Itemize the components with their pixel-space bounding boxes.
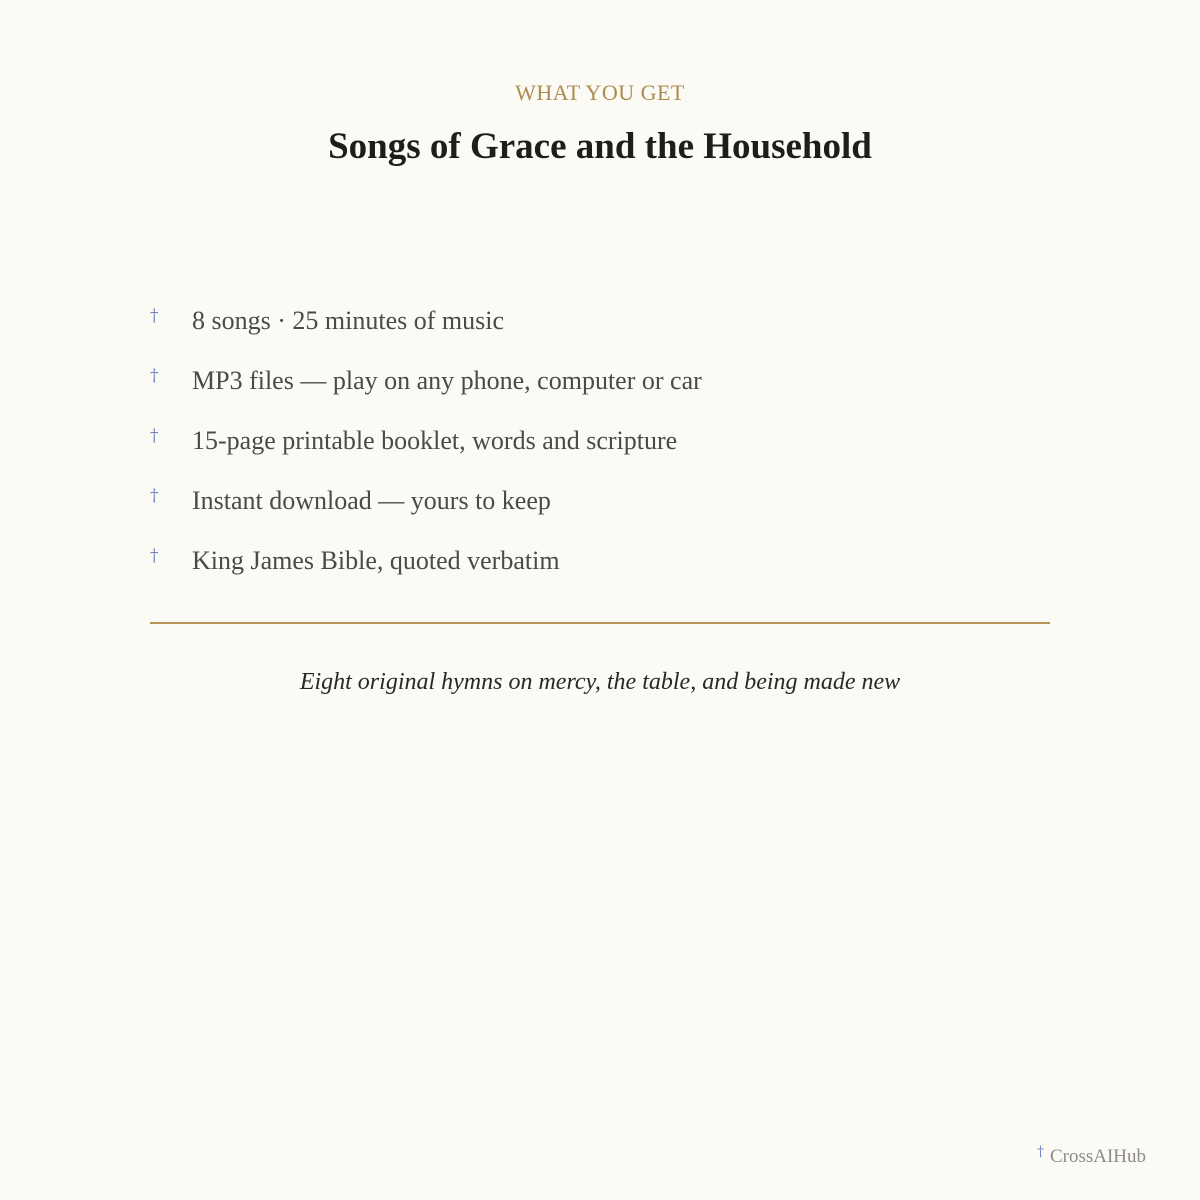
feature-text: MP3 files — play on any phone, computer or car xyxy=(192,366,702,395)
feature-item xyxy=(150,480,1050,540)
feature-text: 15-page printable booklet, words and scripture xyxy=(192,426,678,455)
cross-icon: † xyxy=(150,366,159,386)
cross-icon: † xyxy=(150,486,159,506)
brand-mark xyxy=(1037,1146,1146,1168)
feature-item xyxy=(150,540,1050,600)
feature-item xyxy=(150,360,1050,420)
brand-name: CrossAIHub xyxy=(1049,1146,1146,1167)
feature-text: 8 songs · 25 minutes of music xyxy=(192,306,504,335)
feature-text: King James Bible, quoted verbatim xyxy=(192,546,560,575)
feature-item xyxy=(150,300,1050,360)
tagline: Eight original hymns on mercy, the table, and being made new xyxy=(299,669,901,695)
section-eyebrow: WHAT YOU GET xyxy=(515,80,685,105)
cross-icon: † xyxy=(150,426,159,446)
feature-item xyxy=(150,420,1050,480)
divider xyxy=(150,622,1050,624)
cross-icon: † xyxy=(1036,1144,1044,1160)
feature-text: Instant download — yours to keep xyxy=(192,486,551,515)
feature-list xyxy=(150,300,1050,600)
cross-icon: † xyxy=(150,306,159,326)
page-title: Songs of Grace and the Household xyxy=(328,126,872,167)
cross-icon: † xyxy=(150,546,159,566)
